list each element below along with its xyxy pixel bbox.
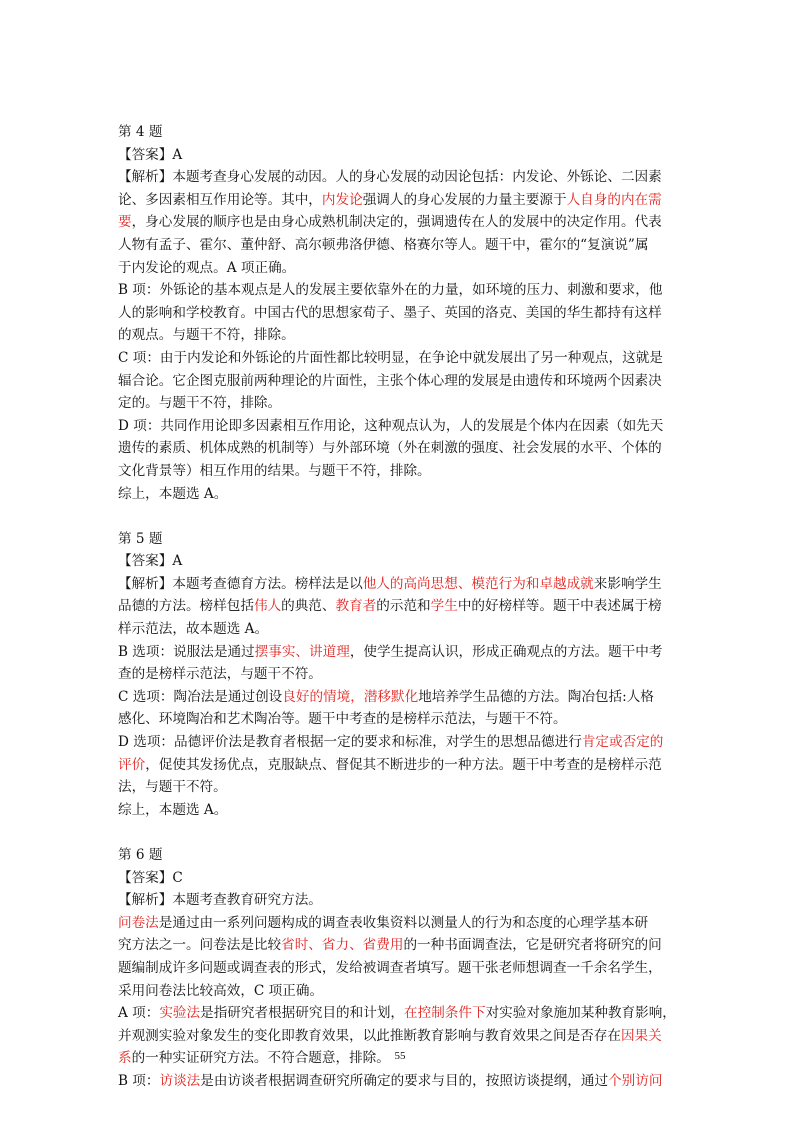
text-segment: 文化背景等）相互作用的结果。与题干不符，排除。 [118, 462, 431, 479]
text-line [118, 731, 698, 754]
text-segment: 【答案】A [118, 146, 183, 163]
text-line [118, 867, 698, 890]
text-segment: 品德的方法。榜样包括 [118, 598, 254, 615]
highlighted-text: 评价 [118, 756, 146, 773]
text-segment: 于内发论的观点。A 项正确。 [118, 259, 296, 276]
text-segment: B 选项：说服法是通过 [118, 643, 255, 660]
page-number: 55 [394, 1050, 406, 1062]
highlighted-text: 人自身的内在需 [566, 191, 662, 208]
text-segment: C 选项：陶冶法是通过创设 [118, 688, 283, 705]
text-line [118, 528, 698, 551]
text-segment: B 项： [118, 1072, 160, 1089]
highlighted-text: 教育者 [335, 598, 377, 615]
text-segment: B 项：外铄论的基本观点是人的发展主要依靠外在的力量，如环境的压力、刺激和要求，他 [118, 282, 663, 299]
text-line [118, 980, 698, 1003]
text-segment: 人物有孟子、霍尔、董仲舒、高尔顿弗洛伊德、格赛尔等人。题干中，霍尔的“复演说”属 [118, 236, 649, 253]
text-line [118, 754, 698, 777]
text-line [118, 415, 698, 438]
highlighted-text: 学生 [430, 598, 458, 615]
text-segment: ，促使其发扬优点，克服缺点、督促其不断进步的一种方法。题干中考查的是榜样示范 [145, 756, 662, 773]
text-segment: A 项： [118, 1005, 160, 1022]
document-body [118, 121, 698, 1093]
text-segment: 感化、环境陶冶和艺术陶冶等。题干中考查的是榜样示范法，与题干不符。 [118, 711, 567, 728]
text-segment: 的示范和 [376, 598, 431, 615]
text-line [118, 347, 698, 370]
text-segment: 定的。与题干不符，排除。 [118, 395, 282, 412]
text-line [118, 550, 698, 573]
text-line [118, 234, 698, 257]
text-line [118, 1002, 698, 1025]
text-segment: C 项：由于内发论和外铄论的片面性都比较明显，在争论中就发展出了另一种观点，这就是 [118, 349, 663, 366]
text-segment: 综上，本题选 A。 [118, 801, 228, 818]
text-segment: 究方法之一。问卷法是比较 [118, 937, 282, 954]
text-segment: 的观点。与题干不符，排除。 [118, 327, 295, 344]
text-line [118, 957, 698, 980]
text-segment: 【解析】本题考查教育研究方法。 [118, 892, 322, 909]
text-line [118, 370, 698, 393]
text-segment: 【答案】C [118, 869, 183, 886]
text-segment: 的典范、 [281, 598, 336, 615]
highlighted-text: 摆事实、讲道理 [254, 643, 350, 660]
text-line [118, 618, 698, 641]
text-segment: 法，与题干不符。 [118, 779, 227, 796]
text-segment: 地培养学生品德的方法。陶冶包括:人格 [418, 688, 654, 705]
text-segment: 【解析】本题考查身心发展的动因。人的身心发展的动因论包括：内发论、外铄论、二因素 [118, 169, 662, 186]
text-segment: 查的是榜样示范法，与题干不符。 [118, 666, 322, 683]
text-line [118, 641, 698, 664]
text-line [118, 889, 698, 912]
text-line [118, 663, 698, 686]
text-segment: 采用问卷法比较高效，C 项正确。 [118, 982, 324, 999]
text-segment: 遗传的素质、机体成熟的机制等）与外部环境（外在刺激的强度、社会发展的水平、个体的 [118, 440, 662, 457]
question-block [118, 528, 698, 822]
question-block [118, 121, 698, 505]
text-segment: 的一种书面调查法，它是研究者将研究的问 [403, 937, 662, 954]
text-line [118, 392, 698, 415]
text-line [118, 121, 698, 144]
highlighted-text: 实验法 [159, 1005, 201, 1022]
text-line [118, 708, 698, 731]
text-line [118, 166, 698, 189]
highlighted-text: 系 [118, 1050, 132, 1067]
text-segment: 综上，本题选 A。 [118, 485, 228, 502]
block-spacer [118, 505, 698, 528]
text-segment: ，使学生提高认识，形成正确观点的方法。题干中考 [349, 643, 663, 660]
text-line [118, 799, 698, 822]
highlighted-text: 访谈法 [159, 1072, 201, 1089]
text-line [118, 1025, 698, 1048]
text-segment: D 选项：品德评价法是教育者根据一定的要求和标准，对学生的思想品德进行 [118, 734, 582, 751]
text-segment: 第 6 题 [118, 847, 163, 863]
text-segment: 论、多因素相互作用论等。其中， [118, 191, 322, 208]
text-line [118, 844, 698, 867]
text-segment: 是由访谈者根据调查研究所确定的要求与目的，按照访谈提纲，通过 [200, 1072, 609, 1089]
highlighted-text: 内发论 [321, 191, 363, 208]
highlighted-text: 他人的高尚思想、模范行为和卓越成就 [362, 575, 594, 592]
text-segment: 人的影响和学校教育。中国古代的思想家荀子、墨子、英国的洛克、美国的华生都持有这样 [118, 304, 662, 321]
text-line [118, 573, 698, 596]
text-line [118, 686, 698, 709]
highlighted-text: 伟人 [253, 598, 282, 615]
highlighted-text: 省时、省力、省费用 [281, 937, 404, 954]
text-segment: 第 5 题 [118, 530, 163, 547]
text-segment: 并观测实验对象发生的变化即教育效果，以此推断教育影响与教育效果之间是否存在 [118, 1027, 621, 1044]
highlighted-text: 在控制条件下 [404, 1005, 486, 1022]
text-segment: 的一种实证研究方法。不符合题意，排除。 [131, 1050, 390, 1067]
text-segment: 对实验对象施加某种教育影响， [485, 1005, 676, 1022]
text-line [118, 144, 698, 167]
text-line [118, 776, 698, 799]
text-line [118, 912, 698, 935]
highlighted-text: 肯定或否定的 [581, 734, 664, 751]
text-line [118, 302, 698, 325]
text-line [118, 189, 698, 212]
text-segment: 【解析】本题考查德育方法。榜样法是以 [118, 575, 363, 592]
text-line [118, 257, 698, 280]
highlighted-text: 个别访问 [608, 1072, 663, 1089]
text-segment: 【答案】A [118, 553, 183, 570]
text-line [118, 483, 698, 506]
text-segment: 是指研究者根据研究目的和计划， [200, 1005, 405, 1022]
highlighted-text: 问卷法 [118, 914, 159, 931]
text-line [118, 324, 698, 347]
text-segment: 样示范法，故本题选 A。 [118, 621, 269, 638]
text-line [118, 1070, 698, 1093]
text-segment: 是通过由一系列问题构成的调查表收集资料以测量人的行为和态度的心理学基本研 [158, 914, 649, 931]
text-line [118, 279, 698, 302]
text-line [118, 595, 698, 618]
text-segment: 强调人的身心发展的力量主要源于 [362, 191, 567, 208]
text-segment: 辐合论。它企图克服前两种理论的片面性，主张个体心理的发展是由遗传和环境两个因素决 [118, 372, 662, 389]
highlighted-text: 因果关 [620, 1027, 662, 1044]
text-segment: ，身心发展的顺序也是由身心成熟机制决定的，强调遗传在人的发展中的决定作用。代表 [131, 214, 662, 231]
highlighted-text: 要 [118, 214, 132, 231]
text-segment: D 项：共同作用论即多因素相互作用论，这种观点认为，人的发展是个体内在因素（如先天 [118, 417, 664, 434]
text-segment: 第 4 题 [118, 124, 163, 140]
text-line [118, 211, 698, 234]
text-segment: 中的好榜样等。题干中表述属于榜 [457, 598, 662, 615]
text-segment: 题编制成许多问题或调查表的形式，发给被调查者填写。题干张老师想调查一千余名学生， [118, 959, 662, 976]
text-line [118, 437, 698, 460]
block-spacer [118, 821, 698, 844]
highlighted-text: 良好的情境，潜移默化 [282, 688, 419, 705]
text-segment: 来影响学生 [593, 575, 662, 592]
text-line [118, 934, 698, 957]
text-line [118, 460, 698, 483]
